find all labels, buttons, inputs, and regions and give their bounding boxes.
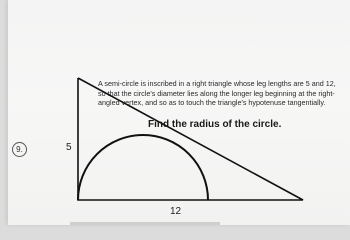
right-triangle	[78, 78, 303, 200]
inscribed-semicircle	[78, 135, 208, 200]
bottom-edge-strip	[70, 222, 220, 225]
horizontal-leg-label: 12	[170, 206, 182, 217]
problem-number: 9.	[12, 142, 27, 157]
question-text: Find the radius of the circle.	[148, 119, 282, 130]
problem-statement: A semi-circle is inscribed in a right triangle whose leg lengths are 5 and 12, so that the circle's diameter lies along the longer leg beginning at the right-angled vertex, and so as to touch the triangle's hypotenuse tangentially.	[98, 79, 336, 108]
vertical-leg-label: 5	[66, 142, 72, 153]
